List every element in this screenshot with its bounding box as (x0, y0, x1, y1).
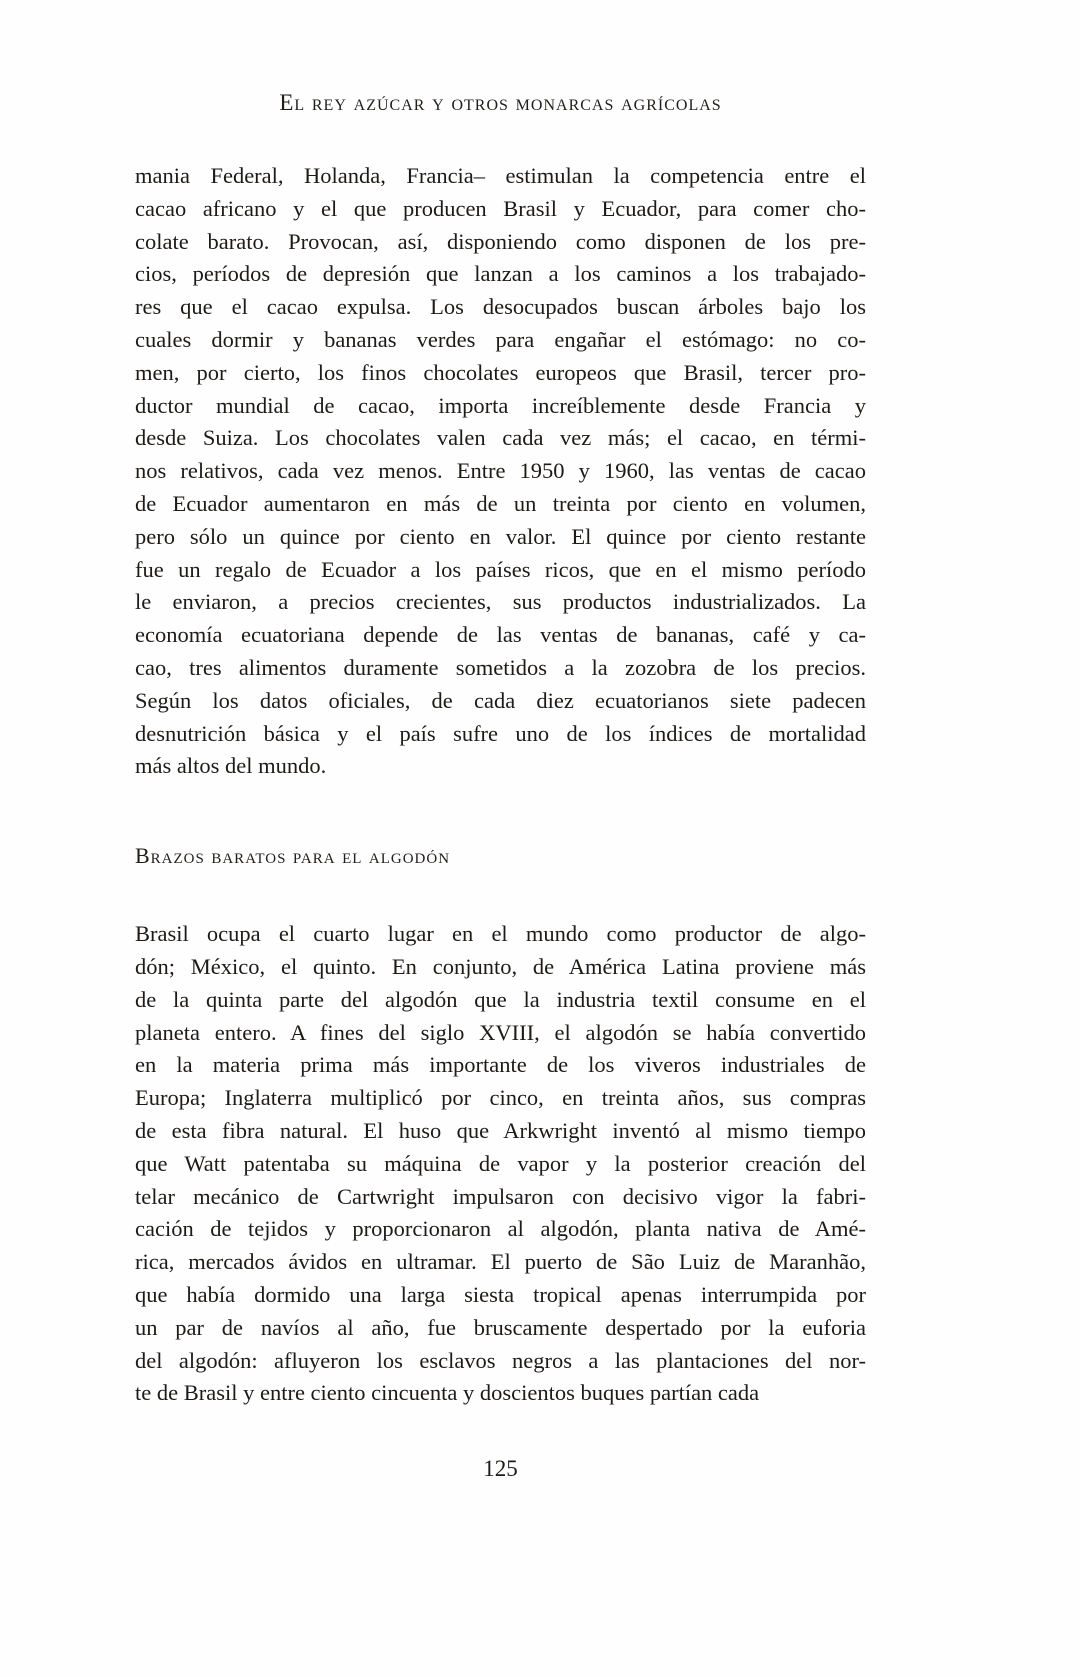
text-line: ductor mundial de cacao, importa increíblemente desde Francia y (135, 392, 866, 418)
text-line: res que el cacao expulsa. Los desocupados buscan árboles bajo los (135, 294, 866, 320)
running-header: El rey azúcar y otros monarcas agrícolas (279, 90, 722, 115)
text-line: fue un regalo de Ecuador a los países ricos, que en el mismo período (135, 556, 866, 582)
text-line: dón; México, el quinto. En conjunto, de América Latina proviene más (135, 953, 866, 979)
text-line: mania Federal, Holanda, Francia– estimulan la competencia entre el (135, 163, 866, 188)
text-line: Europa; Inglaterra multiplicó por cinco, en treinta años, sus compras (135, 1085, 866, 1111)
text-line: más altos del mundo. (135, 753, 327, 779)
page-number: 125 (483, 1456, 518, 1481)
text-line: cación de tejidos y proporcionaron al algodón, planta nativa de Amé- (135, 1216, 866, 1242)
paragraph-cacao (135, 160, 866, 783)
text-line: le enviaron, a precios crecientes, sus productos industrializados. La (135, 589, 866, 615)
text-line: desde Suiza. Los chocolates valen cada vez más; el cacao, en térmi- (135, 425, 866, 451)
text-line: Según los datos oficiales, de cada diez ecuatorianos siete padecen (135, 687, 866, 713)
text-line: cios, períodos de depresión que lanzan a los caminos a los trabajado- (135, 261, 866, 287)
text-line: pero sólo un quince por ciento en valor. El quince por ciento restante (135, 523, 866, 549)
text-line: planeta entero. A fines del siglo XVIII, el algodón se había convertido (135, 1019, 866, 1045)
text-line: de esta fibra natural. El huso que Arkwright inventó al mismo tiempo (135, 1117, 866, 1143)
text-line: de la quinta parte del algodón que la industria textil consume en el (135, 986, 866, 1012)
text-line: nos relativos, cada vez menos. Entre 1950 y 1960, las ventas de cacao (135, 458, 866, 484)
text-line: rica, mercados ávidos en ultramar. El puerto de São Luiz de Maranhão, (135, 1249, 866, 1275)
text-line: que había dormido una larga siesta tropical apenas interrumpida por (135, 1281, 866, 1307)
text-line: de Ecuador aumentaron en más de un treinta por ciento en volumen, (135, 490, 866, 516)
text-line: men, por cierto, los finos chocolates europeos que Brasil, tercer pro- (135, 359, 866, 385)
page-content (135, 160, 866, 1410)
text-line: en la materia prima más importante de los viveros industriales de (135, 1052, 866, 1078)
text-line: del algodón: afluyeron los esclavos negros a las plantaciones del nor- (135, 1347, 866, 1373)
text-line: Brasil ocupa el cuarto lugar en el mundo como productor de algo- (135, 921, 866, 947)
text-line: cuales dormir y bananas verdes para engañar el estómago: no co- (135, 326, 866, 352)
text-line: un par de navíos al año, fue bruscamente despertado por la euforia (135, 1314, 866, 1340)
text-line: cacao africano y el que producen Brasil y Ecuador, para comer cho- (135, 195, 866, 221)
text-line: colate barato. Provocan, así, disponiendo como disponen de los pre- (135, 228, 866, 254)
text-line: economía ecuatoriana depende de las ventas de bananas, café y ca- (135, 622, 866, 648)
section-heading: Brazos baratos para el algodón (135, 843, 451, 869)
text-line: te de Brasil y entre ciento cincuenta y doscientos buques partían cada (135, 1380, 760, 1406)
text-line: que Watt patentaba su máquina de vapor y la posterior creación del (135, 1150, 866, 1176)
text-line: cao, tres alimentos duramente sometidos a la zozobra de los precios. (135, 654, 866, 680)
text-line: desnutrición básica y el país sufre uno de los índices de mortalidad (135, 720, 866, 746)
text-line: telar mecánico de Cartwright impulsaron con decisivo vigor la fabri- (135, 1183, 866, 1209)
paragraph-algodon (135, 918, 866, 1410)
